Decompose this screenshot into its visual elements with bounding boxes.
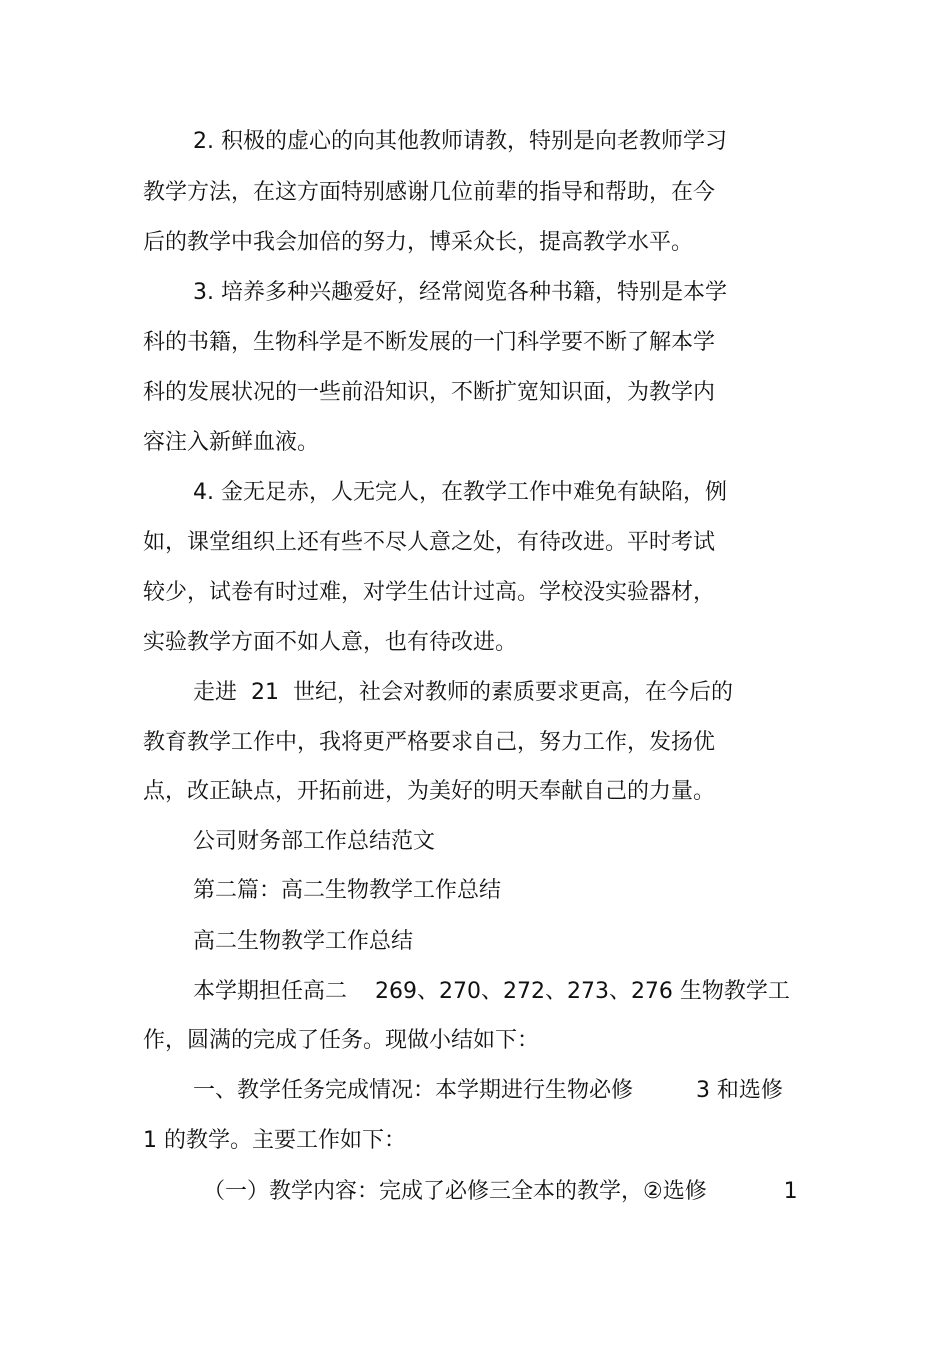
text-line: 1 的教学。主要工作如下： xyxy=(143,1128,406,1153)
text-line: 高二生物教学工作总结 xyxy=(193,929,414,954)
text-line: 本学期担任高二 269、270、272、273、276 生物教学工 xyxy=(193,979,790,1004)
text-line: 3. 培养多种兴趣爱好，经常阅览各种书籍，特别是本学 xyxy=(193,280,727,305)
text-line: 教育教学工作中，我将更严格要求自己，努力工作，发扬优 xyxy=(143,730,716,755)
text-line: （一）教学内容：完成了必修三全本的教学，②选修 1 xyxy=(203,1179,798,1204)
text-line: 点，改正缺点，开拓前进，为美好的明天奉献自己的力量。 xyxy=(143,779,716,804)
text-line: 较少，试卷有时过难，对学生估计过高。学校没实验器材， xyxy=(143,580,716,605)
text-line: 第二篇：高二生物教学工作总结 xyxy=(193,878,502,903)
text-line: 公司财务部工作总结范文 xyxy=(193,829,436,854)
text-line: 2. 积极的虚心的向其他教师请教，特别是向老教师学习 xyxy=(193,129,727,154)
text-line: 如，课堂组织上还有些不尽人意之处，有待改进。平时考试 xyxy=(143,530,716,555)
text-line: 作，圆满的完成了任务。现做小结如下： xyxy=(143,1028,540,1053)
text-line: 一、教学任务完成情况：本学期进行生物必修 3 和选修 xyxy=(193,1078,783,1103)
text-line: 容注入新鲜血液。 xyxy=(143,430,320,455)
text-line: 科的发展状况的一些前沿知识，不断扩宽知识面，为教学内 xyxy=(143,380,716,405)
text-line: 教学方法，在这方面特别感谢几位前辈的指导和帮助，在今 xyxy=(143,180,716,205)
text-line: 实验教学方面不如人意，也有待改进。 xyxy=(143,630,518,655)
text-line: 4. 金无足赤，人无完人，在教学工作中难免有缺陷，例 xyxy=(193,480,727,505)
text-line: 走进 21 世纪，社会对教师的素质要求更高，在今后的 xyxy=(193,680,733,705)
text-line: 科的书籍，生物科学是不断发展的一门科学要不断了解本学 xyxy=(143,330,716,355)
text-line: 后的教学中我会加倍的努力，博采众长，提高教学水平。 xyxy=(143,230,694,255)
